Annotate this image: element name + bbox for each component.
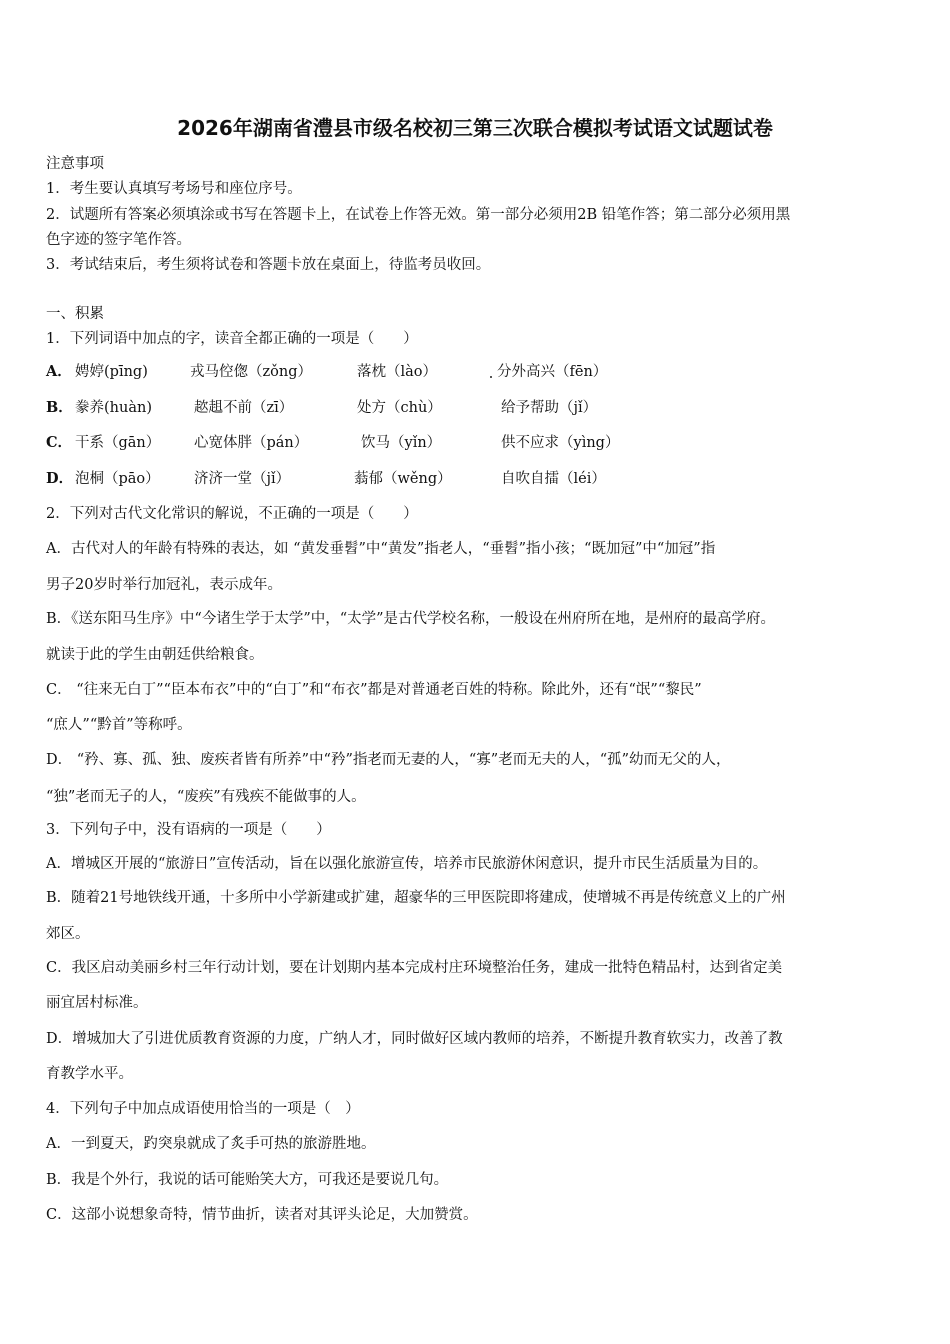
q1-word: 心宽体胖（pán） [194, 435, 309, 451]
question-4-stem: 4．下列句子中加点成语使用恰当的一项是（ ） [46, 1101, 360, 1117]
q2-line: B．《送东阳马生序》中“今诸生学于太学”中，“太学”是古代学校名称，一般设在州府所在地，是州府的最高学府。 [46, 611, 776, 627]
q1-word: 饮马（yǐn） [361, 435, 442, 451]
notice-item: 色字迹的签字笔作答。 [46, 232, 191, 248]
q2-line: A．古代对人的年龄有特殊的表达，如 “黄发垂髫”中“黄发”指老人，“垂髫”指小孩；“既加冠”中“加冠”指 [46, 541, 716, 557]
q2-line: D． “矜、寡、孤、独、废疾者皆有所养”中“矜”指老而无妻的人，“寡”老而无夫的人，“孤”幼而无父的人， [46, 752, 731, 768]
q1-option-label: A． [46, 363, 72, 380]
question-2-stem: 2．下列对古代文化常识的解说，不正确的一项是（ ） [46, 506, 418, 522]
q1-option-label: D． [46, 470, 74, 487]
q1-word: 落枕（lào） [357, 364, 438, 380]
q4-line: B．我是个外行，我说的话可能贻笑大方，可我还是要说几句。 [46, 1172, 449, 1188]
notice-heading: 注意事项 [46, 156, 104, 172]
q3-line: C．我区启动美丽乡村三年行动计划，要在计划期内基本完成村庄环境整治任务，建成一批特色精品村，达到省定美 [46, 960, 783, 976]
q2-line: 就读于此的学生由朝廷供给粮食。 [46, 647, 264, 663]
q4-line: C．这部小说想象奇特，情节曲折，读者对其评头论足，大加赞赏。 [46, 1207, 478, 1223]
question-3-stem: 3．下列句子中，没有语病的一项是（ ） [46, 822, 331, 838]
q3-line: 丽宜居村标准。 [46, 995, 148, 1011]
q3-line: D．增城加大了引进优质教育资源的力度，广纳人才，同时做好区域内教师的培养，不断提升教育软实力，改善了教 [46, 1031, 783, 1047]
q1-word: 趑趄不前（zī） [194, 400, 294, 416]
q3-line: 育教学水平。 [46, 1066, 133, 1082]
q4-line: A．一到夏天，趵突泉就成了炙手可热的旅游胜地。 [46, 1136, 376, 1152]
page-title: 2026年湖南省澧县市级名校初三第三次联合模拟考试语文试题试卷 [177, 116, 773, 140]
q1-word: 干系（gān） [75, 435, 161, 451]
q2-line: C． “往来无白丁”“臣本布衣”中的“白丁”和“布衣”都是对普通老百姓的特称。除此外，还有“氓”“黎民” [46, 682, 702, 698]
q1-option-label: B． [46, 399, 73, 416]
q1-word: 戎马倥偬（zǒng） [190, 364, 312, 380]
q1-word: 供不应求（yìng） [501, 435, 620, 451]
q3-line: A．增城区开展的“旅游日”宣传活动，旨在以强化旅游宣传，培养市民旅游休闲意识，提升市民生活质量为目的。 [46, 856, 768, 872]
q1-word: 济济一堂（jǐ） [194, 471, 291, 487]
q2-line: “庶人”“黔首”等称呼。 [46, 717, 192, 733]
q1-word: 自吹自擂（léi） [501, 471, 606, 487]
q1-word: 蓊郁（wěng） [354, 471, 452, 487]
q3-line: 郊区。 [46, 926, 90, 942]
q1-word: 处方（chù） [357, 400, 442, 416]
q1-word: 泡桐（pāo） [75, 471, 160, 487]
q1-word: 豢养(huàn) [75, 400, 152, 416]
notice-item: 1．考生要认真填写考场号和座位序号。 [46, 181, 302, 197]
q2-line: 男子20岁时举行加冠礼，表示成年。 [46, 577, 282, 593]
q3-line: B．随着21号地铁线开通，十多所中小学新建或扩建，超豪华的三甲医院即将建成，使增城不再是传统意义上的广州 [46, 890, 786, 906]
question-1-stem: 1．下列词语中加点的字，读音全都正确的一项是（ ） [46, 331, 418, 347]
section-heading: 一、积累 [46, 306, 104, 322]
q2-line: “独”老而无子的人，“废疾”有残疾不能做事的人。 [46, 789, 366, 805]
emphasis-dot [490, 376, 492, 378]
q1-word: 给予帮助（jǐ） [501, 400, 598, 416]
notice-item: 2．试题所有答案必须填涂或书写在答题卡上，在试卷上作答无效。第一部分必须用2B 铅笔作答；第二部分必须用黑 [46, 207, 791, 223]
q1-option-label: C． [46, 434, 73, 451]
q1-word: 分外高兴（fēn） [497, 364, 608, 380]
q1-word: 娉婷(pīng) [75, 364, 148, 380]
notice-item: 3．考试结束后，考生须将试卷和答题卡放在桌面上，待监考员收回。 [46, 257, 491, 273]
